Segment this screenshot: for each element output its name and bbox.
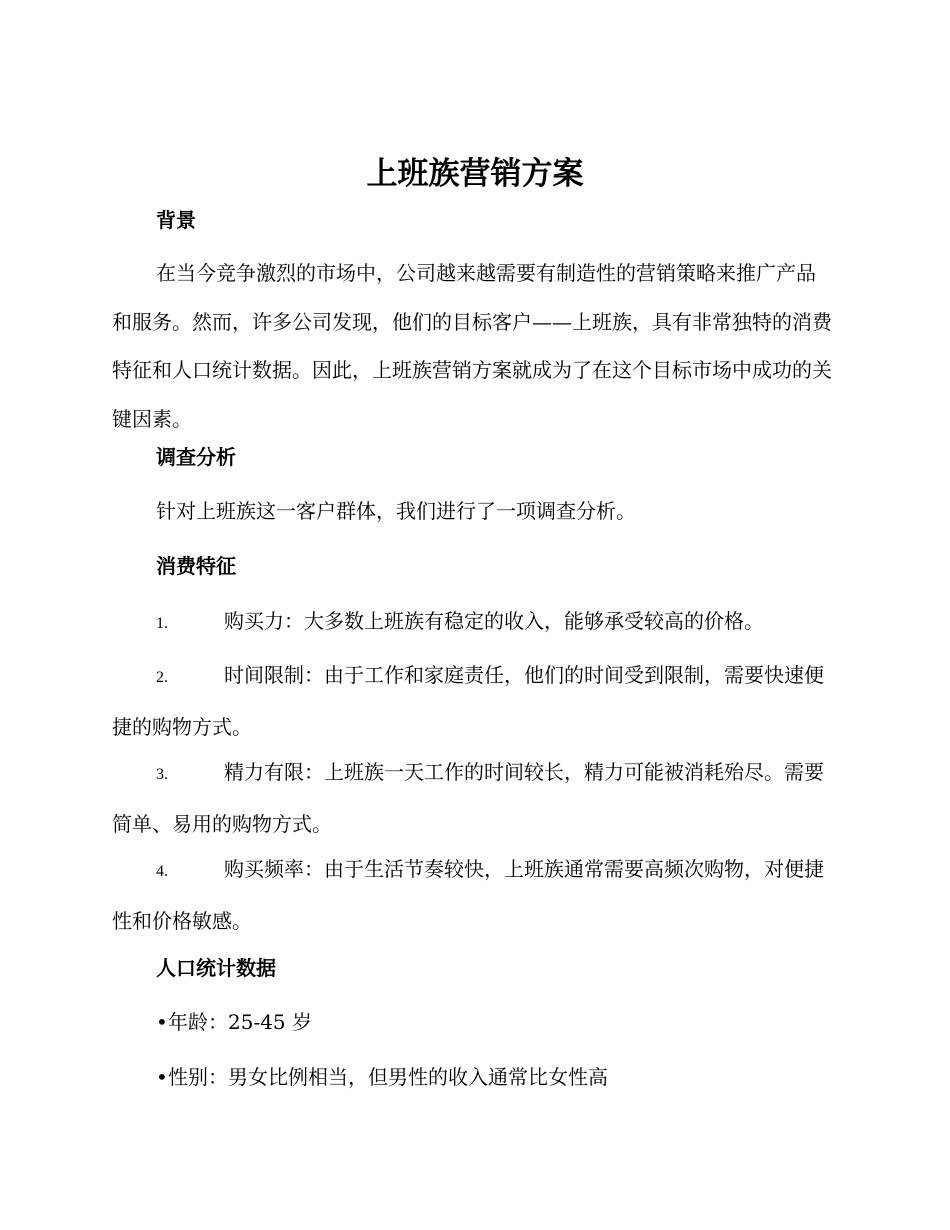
bullet-icon: • [156,1010,168,1034]
section-heading-consumption: 消费特征 [156,554,236,578]
bullet-item [156,1007,832,1037]
list-number: 4. [156,863,168,880]
bullet-icon: • [156,1065,168,1089]
list-text: 购买力：大多数上班族有稳定的收入，能够承受较高的价格。 [224,609,764,633]
bullet-item [156,1062,832,1092]
bullet-text: 年龄：25-45 岁 [168,1010,313,1034]
list-item [112,845,832,945]
survey-paragraph: 针对上班族这一客户群体，我们进行了一项调查分析。 [156,499,636,523]
list-number: 1. [156,615,168,632]
document-title: 上班族营销方案 [366,156,584,192]
list-item [112,651,832,751]
list-item [112,597,832,649]
bullet-text: 性别：男女比例相当，但男性的收入通常比女性高 [168,1065,608,1089]
list-number: 3. [156,766,168,783]
list-text: 精力有限：上班族一天工作的时间较长，精力可能被消耗殆尽。需要简单、易用的购物方式。 [112,760,824,836]
section-heading-demographics: 人口统计数据 [156,956,276,980]
list-text: 购买频率：由于生活节奏较快，上班族通常需要高频次购物，对便捷性和价格敏感。 [112,857,824,933]
section-heading-survey: 调查分析 [156,445,236,469]
section-heading-background: 背景 [156,208,196,232]
background-paragraph: 在当今竞争激烈的市场中，公司越来越需要有制造性的营销策略来推广产品和服务。然而，许多公司发现，他们的目标客户——上班族，具有非常独特的消费特征和人口统计数据。因此，上班族营销方案就成为了在这个目标市场中成功的关键因素。 [112,261,832,431]
list-number: 2. [156,669,168,686]
list-text: 时间限制：由于工作和家庭责任，他们的时间受到限制，需要快速便捷的购物方式。 [112,663,824,739]
list-item [112,748,832,848]
